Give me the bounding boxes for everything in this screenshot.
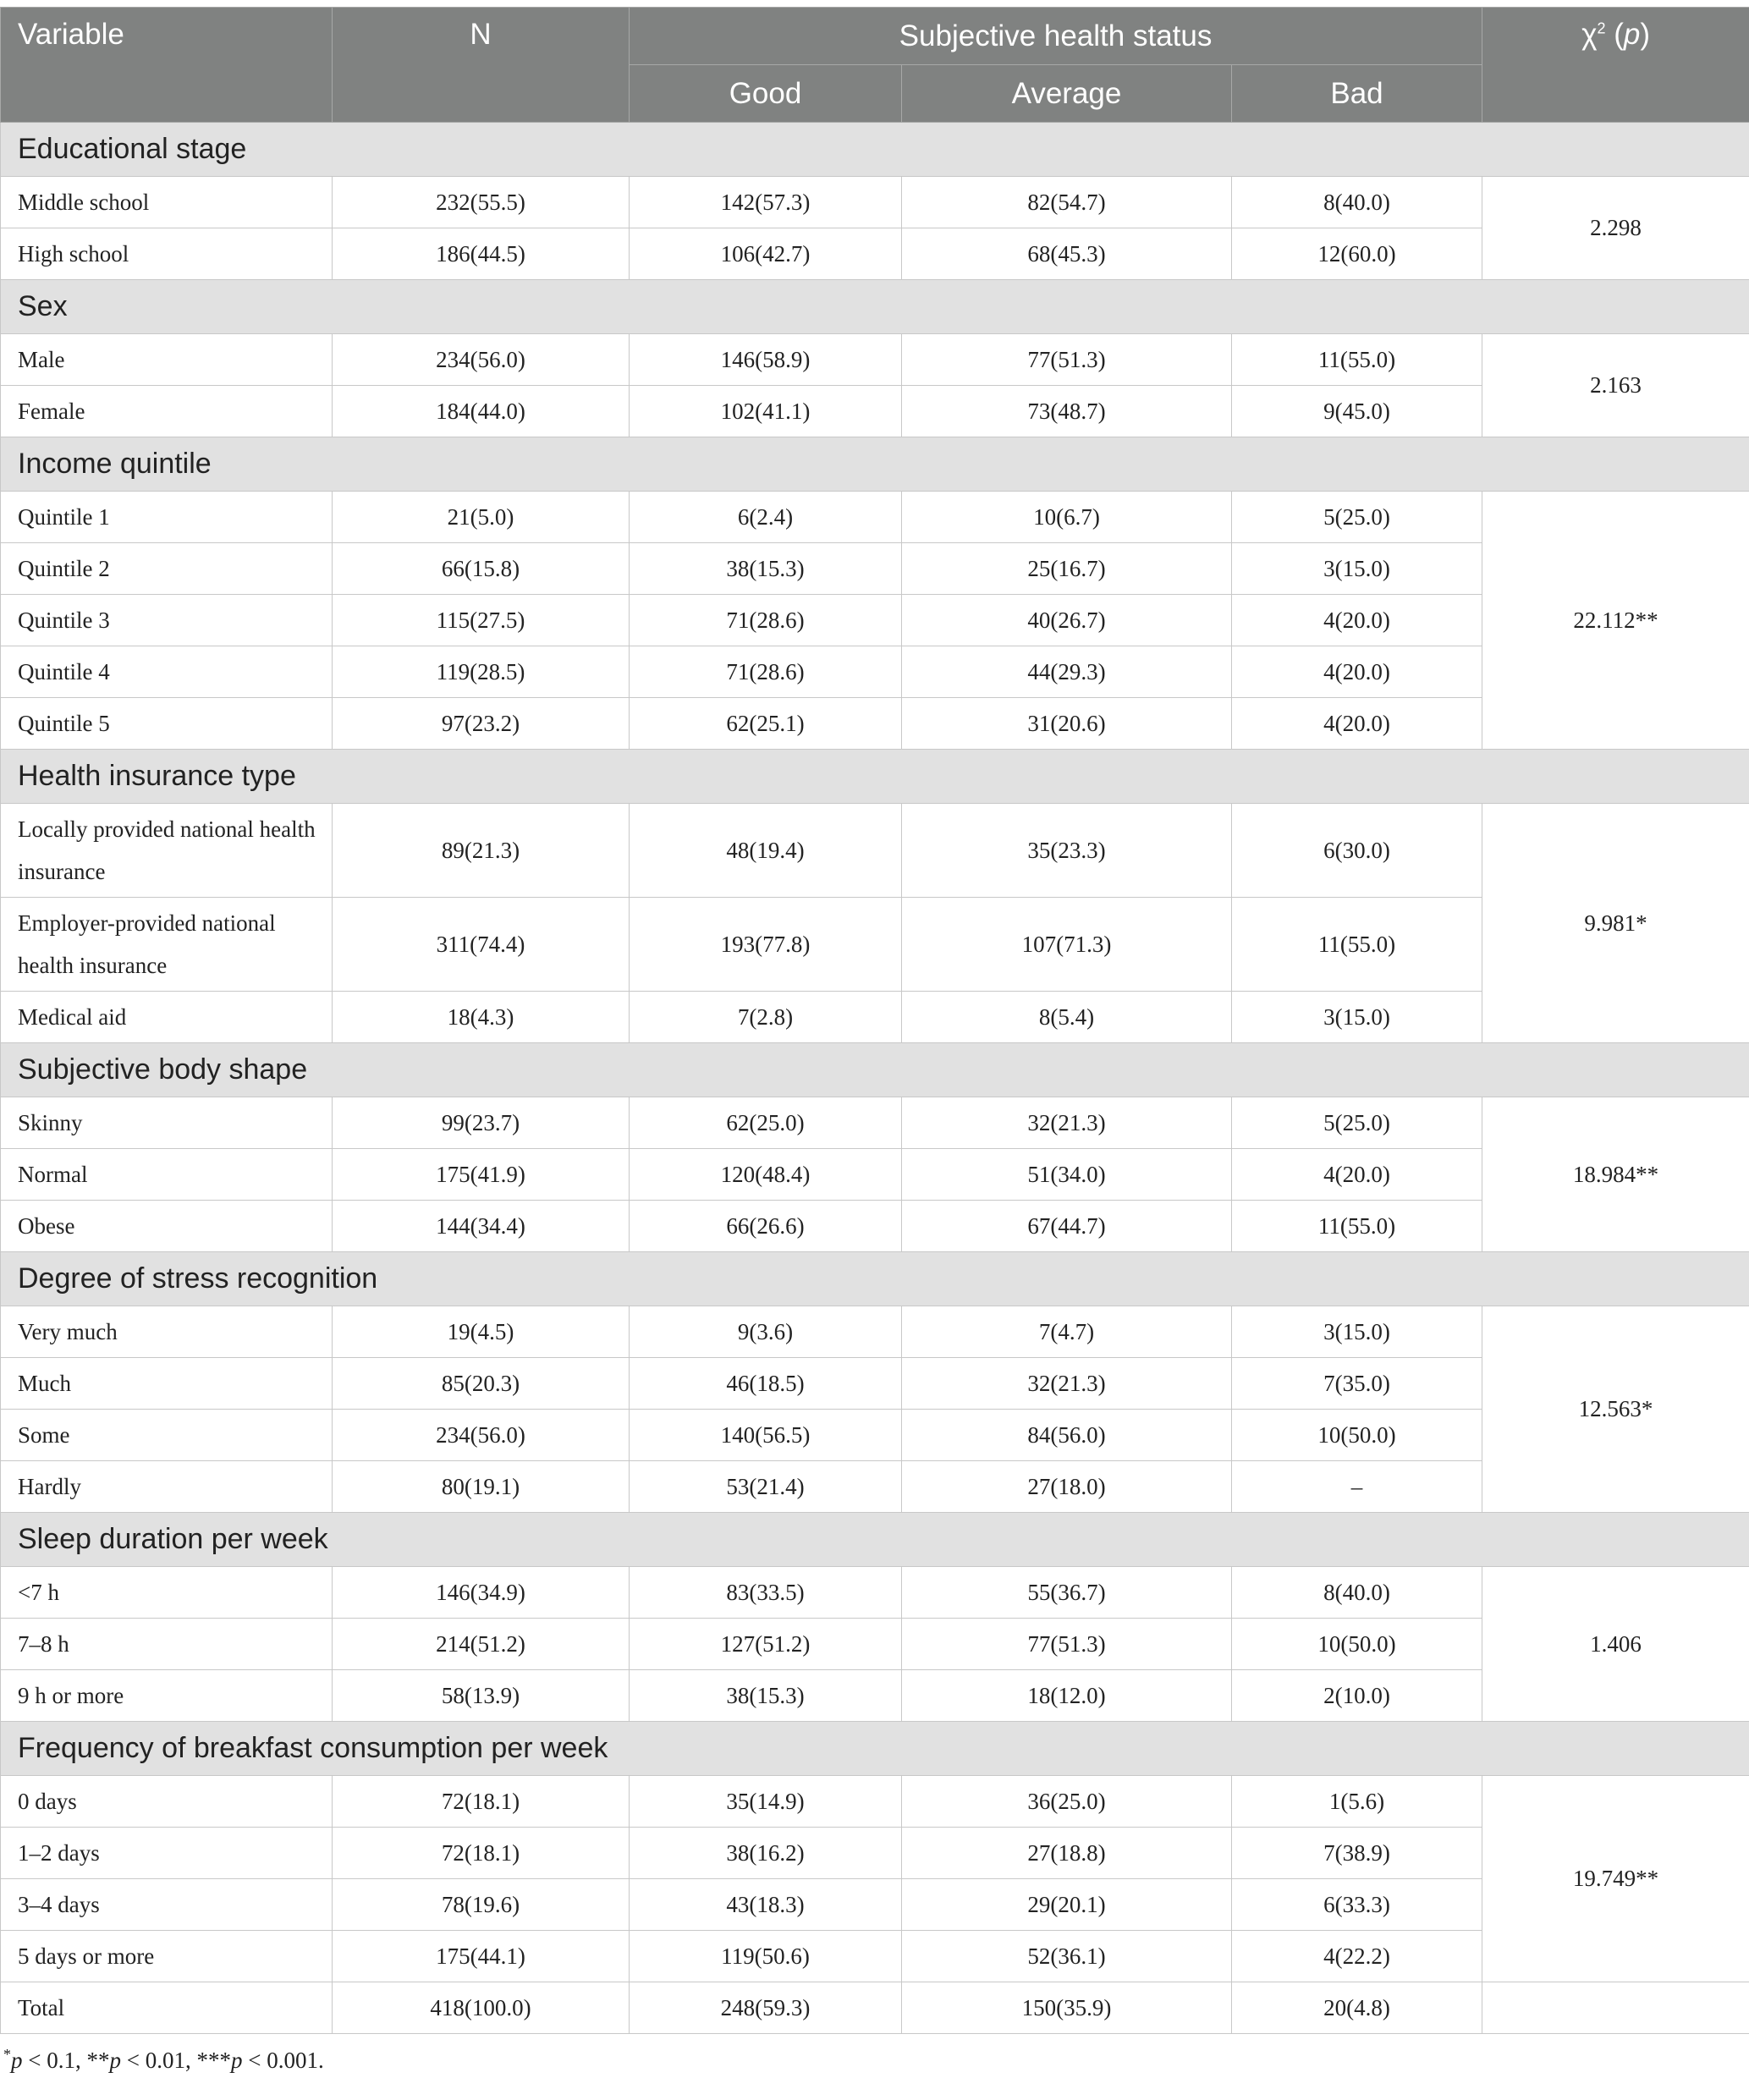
section-title: Subjective body shape <box>1 1043 1749 1097</box>
row-label: Employer-provided national health insurance <box>1 898 333 992</box>
cell-n: 21(5.0) <box>333 492 630 543</box>
header-group: Subjective health status <box>630 8 1482 65</box>
row-label: Very much <box>1 1306 333 1358</box>
row-label: Female <box>1 386 333 437</box>
cell-bad: 10(50.0) <box>1232 1619 1482 1670</box>
total-label: Total <box>1 1982 333 2034</box>
footnote <box>0 2046 1749 2074</box>
row-label: <7 h <box>1 1567 333 1619</box>
cell-n: 18(4.3) <box>333 992 630 1043</box>
cell-bad: 11(55.0) <box>1232 334 1482 386</box>
cell-bad: 8(40.0) <box>1232 1567 1482 1619</box>
row-label: Locally provided national health insurance <box>1 804 333 898</box>
cell-chi: 22.112** <box>1482 492 1749 750</box>
cell-good: 38(15.3) <box>630 1670 902 1722</box>
row-label: 7–8 h <box>1 1619 333 1670</box>
header-n: N <box>333 8 630 123</box>
cell-good: 38(15.3) <box>630 543 902 595</box>
footnote-star: * <box>3 2046 11 2063</box>
cell-n: 78(19.6) <box>333 1879 630 1931</box>
cell-average: 29(20.1) <box>902 1879 1232 1931</box>
cell-good: 66(26.6) <box>630 1201 902 1252</box>
table-row <box>1 492 1749 543</box>
footnote-t1: < 0.1, ** <box>22 2048 110 2073</box>
cell-average: 18(12.0) <box>902 1670 1232 1722</box>
table-row <box>1 177 1749 228</box>
cell-good: 119(50.6) <box>630 1931 902 1982</box>
cell-average: 27(18.0) <box>902 1461 1232 1513</box>
row-label: High school <box>1 228 333 280</box>
total-average: 150(35.9) <box>902 1982 1232 2034</box>
cell-n: 66(15.8) <box>333 543 630 595</box>
section-row <box>1 1722 1749 1776</box>
table-body <box>1 123 1749 2034</box>
cell-chi: 2.163 <box>1482 334 1749 437</box>
cell-n: 58(13.9) <box>333 1670 630 1722</box>
cell-average: 40(26.7) <box>902 595 1232 646</box>
row-label: Middle school <box>1 177 333 228</box>
cell-average: 35(23.3) <box>902 804 1232 898</box>
section-row <box>1 750 1749 804</box>
section-title: Health insurance type <box>1 750 1749 804</box>
section-row <box>1 123 1749 177</box>
cell-good: 38(16.2) <box>630 1828 902 1879</box>
cell-n: 97(23.2) <box>333 698 630 750</box>
cell-bad: 7(38.9) <box>1232 1828 1482 1879</box>
footnote-p2: p <box>109 2048 121 2073</box>
cell-average: 7(4.7) <box>902 1306 1232 1358</box>
cell-n: 89(21.3) <box>333 804 630 898</box>
cell-average: 44(29.3) <box>902 646 1232 698</box>
row-label: Much <box>1 1358 333 1410</box>
section-row <box>1 1043 1749 1097</box>
cell-n: 232(55.5) <box>333 177 630 228</box>
header-chi <box>1482 8 1749 123</box>
cell-average: 36(25.0) <box>902 1776 1232 1828</box>
total-good: 248(59.3) <box>630 1982 902 2034</box>
cell-good: 140(56.5) <box>630 1410 902 1461</box>
header-bad: Bad <box>1232 65 1482 123</box>
cell-n: 184(44.0) <box>333 386 630 437</box>
cell-good: 43(18.3) <box>630 1879 902 1931</box>
cell-bad: 9(45.0) <box>1232 386 1482 437</box>
section-title: Sex <box>1 280 1749 334</box>
cell-chi: 18.984** <box>1482 1097 1749 1252</box>
section-row <box>1 437 1749 492</box>
cell-bad: 3(15.0) <box>1232 543 1482 595</box>
cell-average: 82(54.7) <box>902 177 1232 228</box>
row-label: Skinny <box>1 1097 333 1149</box>
cell-average: 25(16.7) <box>902 543 1232 595</box>
chi-symbol: χ <box>1581 18 1598 51</box>
cell-n: 175(41.9) <box>333 1149 630 1201</box>
cell-bad: 1(5.6) <box>1232 1776 1482 1828</box>
cell-n: 234(56.0) <box>333 334 630 386</box>
cell-good: 48(19.4) <box>630 804 902 898</box>
row-label: 3–4 days <box>1 1879 333 1931</box>
cell-average: 32(21.3) <box>902 1097 1232 1149</box>
row-label: Male <box>1 334 333 386</box>
cell-n: 146(34.9) <box>333 1567 630 1619</box>
section-row <box>1 1513 1749 1567</box>
row-label: Quintile 5 <box>1 698 333 750</box>
cell-n: 115(27.5) <box>333 595 630 646</box>
cell-n: 186(44.5) <box>333 228 630 280</box>
section-title: Income quintile <box>1 437 1749 492</box>
cell-chi: 2.298 <box>1482 177 1749 280</box>
cell-good: 71(28.6) <box>630 646 902 698</box>
cell-chi: 19.749** <box>1482 1776 1749 1982</box>
cell-bad: 4(20.0) <box>1232 646 1482 698</box>
section-title: Frequency of breakfast consumption per week <box>1 1722 1749 1776</box>
cell-bad: 2(10.0) <box>1232 1670 1482 1722</box>
cell-bad: 7(35.0) <box>1232 1358 1482 1410</box>
cell-n: 80(19.1) <box>333 1461 630 1513</box>
cell-good: 62(25.0) <box>630 1097 902 1149</box>
row-label: 1–2 days <box>1 1828 333 1879</box>
cell-average: 52(36.1) <box>902 1931 1232 1982</box>
table-wrapper <box>0 7 1749 2074</box>
cell-bad: 11(55.0) <box>1232 1201 1482 1252</box>
row-label: Quintile 4 <box>1 646 333 698</box>
cell-bad: 10(50.0) <box>1232 1410 1482 1461</box>
cell-average: 27(18.8) <box>902 1828 1232 1879</box>
footnote-p1: p <box>11 2048 23 2073</box>
cell-average: 32(21.3) <box>902 1358 1232 1410</box>
cell-good: 35(14.9) <box>630 1776 902 1828</box>
cell-average: 84(56.0) <box>902 1410 1232 1461</box>
cell-n: 85(20.3) <box>333 1358 630 1410</box>
cell-good: 53(21.4) <box>630 1461 902 1513</box>
cell-good: 106(42.7) <box>630 228 902 280</box>
cell-bad: – <box>1232 1461 1482 1513</box>
cell-bad: 8(40.0) <box>1232 177 1482 228</box>
cell-n: 234(56.0) <box>333 1410 630 1461</box>
table-row <box>1 804 1749 898</box>
data-table <box>0 7 1749 2034</box>
row-label: Normal <box>1 1149 333 1201</box>
cell-chi: 1.406 <box>1482 1567 1749 1722</box>
cell-bad: 4(20.0) <box>1232 1149 1482 1201</box>
cell-n: 144(34.4) <box>333 1201 630 1252</box>
table-header <box>1 8 1749 123</box>
header-average: Average <box>902 65 1232 123</box>
total-chi <box>1482 1982 1749 2034</box>
cell-good: 71(28.6) <box>630 595 902 646</box>
footnote-t2: < 0.01, *** <box>120 2048 231 2073</box>
section-title: Sleep duration per week <box>1 1513 1749 1567</box>
chi-open: ( <box>1605 18 1624 51</box>
cell-good: 7(2.8) <box>630 992 902 1043</box>
section-title: Educational stage <box>1 123 1749 177</box>
cell-chi: 9.981* <box>1482 804 1749 1043</box>
total-n: 418(100.0) <box>333 1982 630 2034</box>
cell-bad: 4(22.2) <box>1232 1931 1482 1982</box>
cell-bad: 6(33.3) <box>1232 1879 1482 1931</box>
table-row <box>1 1306 1749 1358</box>
header-variable: Variable <box>1 8 333 123</box>
cell-n: 311(74.4) <box>333 898 630 992</box>
row-label: Medical aid <box>1 992 333 1043</box>
footnote-p3: p <box>230 2048 243 2073</box>
total-bad: 20(4.8) <box>1232 1982 1482 2034</box>
footnote-t3: < 0.001. <box>242 2048 324 2073</box>
cell-good: 142(57.3) <box>630 177 902 228</box>
header-good: Good <box>630 65 902 123</box>
table-row <box>1 1567 1749 1619</box>
row-label: Hardly <box>1 1461 333 1513</box>
row-label: 5 days or more <box>1 1931 333 1982</box>
cell-good: 193(77.8) <box>630 898 902 992</box>
chi-sup: 2 <box>1597 19 1606 37</box>
cell-average: 68(45.3) <box>902 228 1232 280</box>
cell-bad: 4(20.0) <box>1232 595 1482 646</box>
total-row <box>1 1982 1749 2034</box>
row-label: Quintile 1 <box>1 492 333 543</box>
cell-n: 99(23.7) <box>333 1097 630 1149</box>
cell-good: 102(41.1) <box>630 386 902 437</box>
table-row <box>1 1776 1749 1828</box>
cell-n: 19(4.5) <box>333 1306 630 1358</box>
cell-average: 8(5.4) <box>902 992 1232 1043</box>
cell-average: 31(20.6) <box>902 698 1232 750</box>
row-label: Some <box>1 1410 333 1461</box>
cell-bad: 5(25.0) <box>1232 1097 1482 1149</box>
chi-close: ) <box>1640 18 1650 51</box>
cell-average: 73(48.7) <box>902 386 1232 437</box>
row-label: Quintile 3 <box>1 595 333 646</box>
chi-p: p <box>1623 18 1641 51</box>
table-row <box>1 334 1749 386</box>
cell-bad: 5(25.0) <box>1232 492 1482 543</box>
section-row <box>1 280 1749 334</box>
cell-bad: 4(20.0) <box>1232 698 1482 750</box>
cell-bad: 12(60.0) <box>1232 228 1482 280</box>
cell-chi: 12.563* <box>1482 1306 1749 1513</box>
cell-bad: 11(55.0) <box>1232 898 1482 992</box>
cell-average: 55(36.7) <box>902 1567 1232 1619</box>
cell-average: 107(71.3) <box>902 898 1232 992</box>
cell-n: 72(18.1) <box>333 1828 630 1879</box>
cell-n: 72(18.1) <box>333 1776 630 1828</box>
cell-bad: 6(30.0) <box>1232 804 1482 898</box>
section-title: Degree of stress recognition <box>1 1252 1749 1306</box>
cell-good: 6(2.4) <box>630 492 902 543</box>
section-row <box>1 1252 1749 1306</box>
cell-n: 175(44.1) <box>333 1931 630 1982</box>
cell-good: 9(3.6) <box>630 1306 902 1358</box>
cell-average: 67(44.7) <box>902 1201 1232 1252</box>
cell-good: 46(18.5) <box>630 1358 902 1410</box>
cell-good: 146(58.9) <box>630 334 902 386</box>
cell-bad: 3(15.0) <box>1232 1306 1482 1358</box>
row-label: 0 days <box>1 1776 333 1828</box>
cell-average: 77(51.3) <box>902 1619 1232 1670</box>
row-label: 9 h or more <box>1 1670 333 1722</box>
cell-average: 77(51.3) <box>902 334 1232 386</box>
cell-average: 51(34.0) <box>902 1149 1232 1201</box>
cell-average: 10(6.7) <box>902 492 1232 543</box>
row-label: Obese <box>1 1201 333 1252</box>
cell-bad: 3(15.0) <box>1232 992 1482 1043</box>
cell-good: 120(48.4) <box>630 1149 902 1201</box>
row-label: Quintile 2 <box>1 543 333 595</box>
cell-good: 83(33.5) <box>630 1567 902 1619</box>
cell-n: 119(28.5) <box>333 646 630 698</box>
cell-good: 127(51.2) <box>630 1619 902 1670</box>
cell-good: 62(25.1) <box>630 698 902 750</box>
cell-n: 214(51.2) <box>333 1619 630 1670</box>
table-row <box>1 1097 1749 1149</box>
